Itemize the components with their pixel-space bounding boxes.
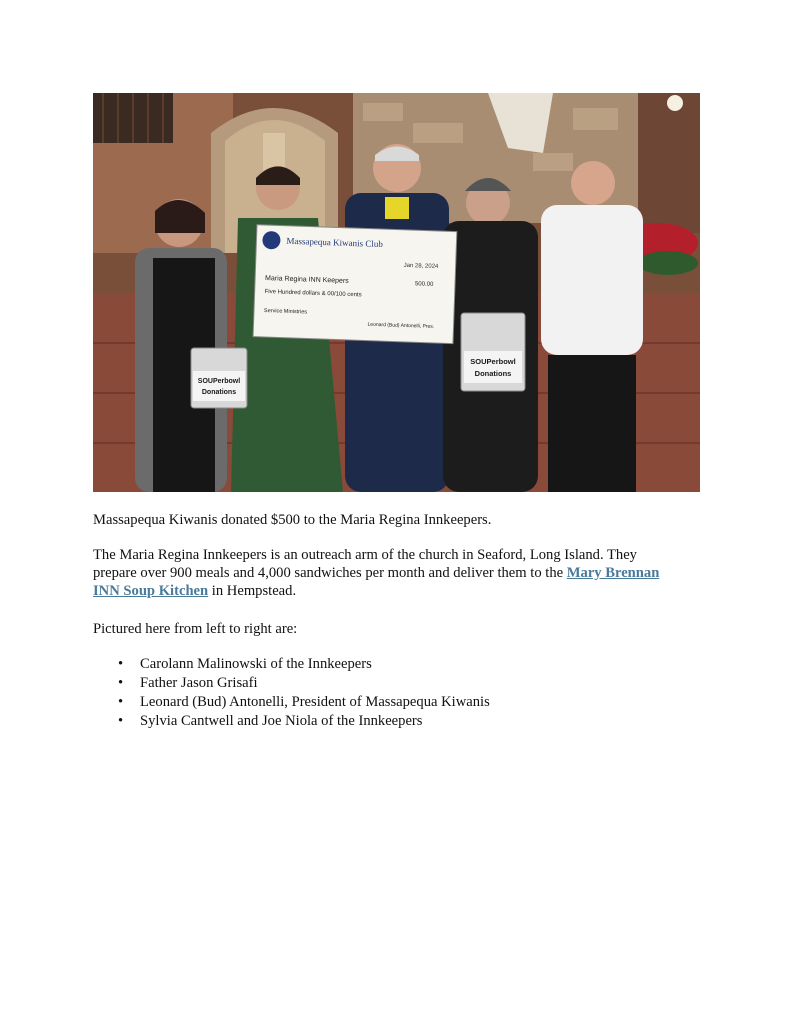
right-bucket-line2: Donations bbox=[474, 369, 512, 378]
outreach-line1: The Maria Regina Innkeepers is an outreach arm of the church in Seaford, Long Island. They bbox=[93, 547, 637, 563]
list-item bbox=[118, 674, 490, 693]
check-amount-words: Five Hundred dollars & 00/100 cents bbox=[264, 288, 362, 299]
check-payee: Maria Regina INN Keepers bbox=[264, 275, 349, 285]
outreach-line3: in Hempstead. bbox=[208, 583, 297, 599]
check-memo: Service Ministries bbox=[263, 307, 308, 316]
bullet: • bbox=[118, 675, 124, 691]
bullet: • bbox=[118, 713, 124, 729]
check-club: Massapequa Kiwanis Club bbox=[286, 235, 384, 250]
list-item bbox=[118, 655, 490, 674]
check-date: Jan 28, 2024 bbox=[403, 262, 439, 271]
list-item bbox=[118, 693, 490, 712]
bullet: • bbox=[118, 656, 124, 672]
donation-sentence: Massapequa Kiwanis donated $500 to the Maria Regina Innkeepers. bbox=[93, 512, 492, 528]
right-bucket-line1: SOUPerbowl bbox=[470, 357, 516, 366]
outreach-line2: prepare over 900 meals and 4,000 sandwiches per month and deliver them to the bbox=[93, 565, 567, 581]
check-amount: 500.00 bbox=[414, 281, 434, 288]
soup-kitchen-link-part1[interactable]: Mary Brennan bbox=[566, 565, 660, 581]
soup-kitchen-link-part2[interactable]: INN Soup Kitchen bbox=[93, 583, 209, 599]
person-name: Sylvia Cantwell and Joe Niola of the Innkeepers bbox=[140, 713, 423, 729]
person-name: Carolann Malinowski of the Innkeepers bbox=[140, 656, 372, 672]
pictured-intro: Pictured here from left to right are: bbox=[93, 621, 298, 637]
list-item bbox=[118, 712, 490, 731]
person-name: Father Jason Grisafi bbox=[140, 675, 258, 691]
people-list bbox=[93, 655, 490, 731]
check-signature: Leonard (Bud) Antonelli, Pres. bbox=[367, 321, 435, 330]
group-photo bbox=[93, 93, 700, 492]
outreach-paragraph bbox=[93, 546, 703, 600]
left-bucket-line2: Donations bbox=[201, 389, 237, 396]
person-name: Leonard (Bud) Antonelli, President of Massapequa Kiwanis bbox=[140, 694, 490, 710]
left-bucket-line1: SOUPerbowl bbox=[197, 378, 241, 385]
bullet: • bbox=[118, 694, 124, 710]
